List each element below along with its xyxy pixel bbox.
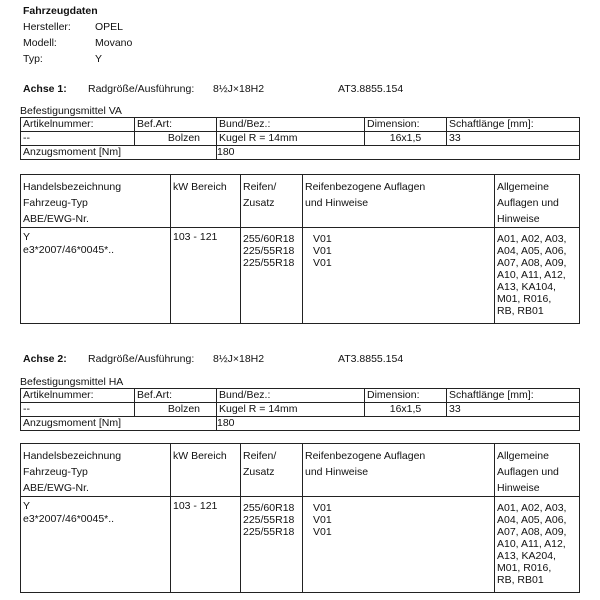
fastener-header-collar: Bund/Bez.: xyxy=(217,389,365,403)
fastener-value-type: Bolzen xyxy=(135,132,217,146)
axle-2-label: Achse 2: xyxy=(23,353,67,365)
row-kw-range: 103 - 121 xyxy=(171,228,241,324)
row-trade-name: Y e3*2007/46*0045*.. xyxy=(21,228,171,324)
header-tyres: Reifen/ Zusatz xyxy=(241,175,303,228)
header-tyre-notes: Reifenbezogene Auflagen und Hinweise xyxy=(303,444,495,497)
row-trade-name: Y e3*2007/46*0045*.. xyxy=(21,497,171,593)
fastener-header-article: Artikelnummer: xyxy=(21,118,135,132)
fastener-header-shaft: Schaftlänge [mm]: xyxy=(447,118,580,132)
row-tyres: 255/60R18 225/55R18 225/55R18 xyxy=(241,497,303,593)
fastener-value-collar: Kugel R = 14mm xyxy=(217,132,365,146)
model-value: Movano xyxy=(95,37,133,49)
fastener-header-shaft: Schaftlänge [mm]: xyxy=(447,389,580,403)
fastener-value-dimension: 16x1,5 xyxy=(365,403,447,417)
axle-1-fastener-table xyxy=(20,117,580,160)
type-label: Typ: xyxy=(23,53,43,65)
fastener-value-shaft: 33 xyxy=(447,403,580,417)
axle-1-article-number: AT3.8855.154 xyxy=(338,83,404,95)
fastener-header-type: Bef.Art: xyxy=(135,389,217,403)
axle-1-size-label: Radgröße/Ausführung: xyxy=(88,83,195,95)
row-general-notes: A01, A02, A03, A04, A05, A06, A07, A08, A09, A10, A11, A12, A13, KA204, M01, R016, RB, RB01 xyxy=(495,497,580,593)
model-label: Modell: xyxy=(23,37,57,49)
fastener-value-dimension: 16x1,5 xyxy=(365,132,447,146)
fastener-header-article: Artikelnummer: xyxy=(21,389,135,403)
header-trade-name: Handelsbezeichnung Fahrzeug-Typ ABE/EWG-Nr. xyxy=(21,444,171,497)
manufacturer-label: Hersteller: xyxy=(23,21,71,33)
fastener-value-collar: Kugel R = 14mm xyxy=(217,403,365,417)
torque-value: 180 xyxy=(217,146,580,160)
axle-1-fastener-title: Befestigungsmittel VA xyxy=(20,105,122,117)
row-tyres: 255/60R18 225/55R18 225/55R18 xyxy=(241,228,303,324)
torque-label: Anzugsmoment [Nm] xyxy=(21,146,217,160)
fastener-value-type: Bolzen xyxy=(135,403,217,417)
axle-2-size-value: 8½J×18H2 xyxy=(213,353,265,365)
fastener-header-dimension: Dimension: xyxy=(365,389,447,403)
row-tyre-notes: V01 V01 V01 xyxy=(303,497,495,593)
axle-2-size-label: Radgröße/Ausführung: xyxy=(88,353,195,365)
manufacturer-value: OPEL xyxy=(95,21,124,33)
axle-2-article-number: AT3.8855.154 xyxy=(338,353,404,365)
header-general-notes: Allgemeine Auflagen und Hinweise xyxy=(495,444,580,497)
axle-1-label: Achse 1: xyxy=(23,83,67,95)
torque-label: Anzugsmoment [Nm] xyxy=(21,417,217,431)
axle-2-fastener-table xyxy=(20,388,580,431)
fastener-value-article: -- xyxy=(21,403,135,417)
row-general-notes: A01, A02, A03, A04, A05, A06, A07, A08, A09, A10, A11, A12, A13, KA104, M01, R016, RB, RB01 xyxy=(495,228,580,324)
torque-value: 180 xyxy=(217,417,580,431)
fastener-value-article: -- xyxy=(21,132,135,146)
header-general-notes: Allgemeine Auflagen und Hinweise xyxy=(495,175,580,228)
type-value: Y xyxy=(95,53,103,65)
fastener-header-dimension: Dimension: xyxy=(365,118,447,132)
row-kw-range: 103 - 121 xyxy=(171,497,241,593)
vehicle-data-title: Fahrzeugdaten xyxy=(23,5,98,17)
axle-1-size-value: 8½J×18H2 xyxy=(213,83,265,95)
header-kw-range: kW Bereich xyxy=(171,444,241,497)
axle-1-approval-table xyxy=(20,174,580,324)
fastener-header-type: Bef.Art: xyxy=(135,118,217,132)
header-trade-name: Handelsbezeichnung Fahrzeug-Typ ABE/EWG-Nr. xyxy=(21,175,171,228)
header-tyres: Reifen/ Zusatz xyxy=(241,444,303,497)
header-kw-range: kW Bereich xyxy=(171,175,241,228)
fastener-value-shaft: 33 xyxy=(447,132,580,146)
row-tyre-notes: V01 V01 V01 xyxy=(303,228,495,324)
axle-2-fastener-title: Befestigungsmittel HA xyxy=(20,376,124,388)
axle-2-approval-table xyxy=(20,443,580,593)
fastener-header-collar: Bund/Bez.: xyxy=(217,118,365,132)
header-tyre-notes: Reifenbezogene Auflagen und Hinweise xyxy=(303,175,495,228)
